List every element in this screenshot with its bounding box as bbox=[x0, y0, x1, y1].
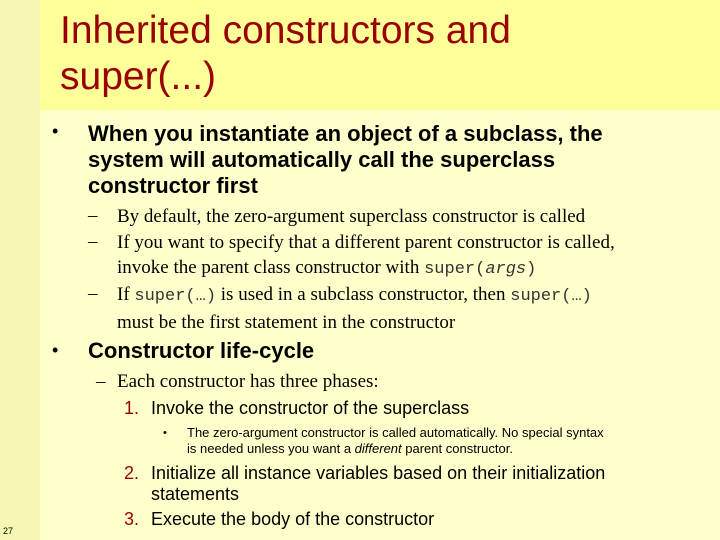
dash-marker: – bbox=[88, 231, 98, 252]
code-super-1: super(…) bbox=[134, 287, 217, 306]
step-3-text: Execute the body of the constructor bbox=[151, 509, 435, 529]
code-super-close: ) bbox=[526, 260, 537, 279]
sub-bullet-specify-parent bbox=[117, 230, 717, 282]
note-line-2: is needed unless you want a bbox=[187, 441, 355, 456]
code-args: args bbox=[485, 260, 527, 279]
step-1-note bbox=[187, 425, 712, 457]
step-2-line-2: statements bbox=[151, 484, 240, 504]
step-1-number: 1. bbox=[124, 398, 140, 418]
bullet-1-line-3: constructor first bbox=[88, 173, 258, 198]
title-line-2: super(...) bbox=[60, 55, 217, 98]
sub-prefix: If bbox=[117, 284, 135, 305]
bullet-1-line-2: system will automatically call the superclass bbox=[88, 147, 556, 172]
sub-bullet-super-first bbox=[117, 282, 717, 336]
dash-marker: – bbox=[88, 283, 98, 304]
step-2-text bbox=[151, 463, 711, 505]
sub-line-2: invoke the parent class constructor with bbox=[117, 257, 425, 278]
page-number: 27 bbox=[3, 526, 14, 536]
note-suffix: parent constructor. bbox=[401, 441, 513, 456]
bullet-marker: • bbox=[52, 121, 59, 141]
bullet-2-text: Constructor life-cycle bbox=[88, 338, 315, 363]
bullet-marker: • bbox=[52, 340, 59, 360]
note-line-1: The zero-argument constructor is called automatically. No special syntax bbox=[187, 425, 604, 440]
step-1-text: Invoke the constructor of the superclass bbox=[151, 398, 470, 418]
step-2-line-1: Initialize all instance variables based on their initialization bbox=[151, 463, 606, 483]
code-super-2: super(…) bbox=[510, 287, 592, 306]
bullet-1-text bbox=[88, 121, 708, 199]
code-super-open: super( bbox=[424, 260, 486, 279]
sub-bullet-default-constructor: By default, the zero-argument superclass constructor is called bbox=[117, 206, 586, 227]
sub-line-2: must be the first statement in the constructor bbox=[117, 312, 456, 333]
sub-line-1: If you want to specify that a different parent constructor is called, bbox=[117, 232, 615, 253]
note-bullet-marker: • bbox=[163, 427, 167, 439]
dash-marker: – bbox=[96, 371, 106, 392]
bullet-1-line-1: When you instantiate an object of a subclass, the bbox=[88, 121, 603, 146]
sub-middle: is used in a subclass constructor, then bbox=[216, 284, 511, 305]
note-emphasis: different bbox=[354, 441, 402, 456]
dash-marker: – bbox=[88, 205, 98, 226]
code-super-args bbox=[424, 260, 536, 279]
step-2-number: 2. bbox=[124, 463, 140, 483]
sub-bullet-three-phases: Each constructor has three phases: bbox=[117, 371, 379, 392]
title-line-1: Inherited constructors and bbox=[60, 9, 511, 52]
step-3-number: 3. bbox=[124, 509, 140, 529]
